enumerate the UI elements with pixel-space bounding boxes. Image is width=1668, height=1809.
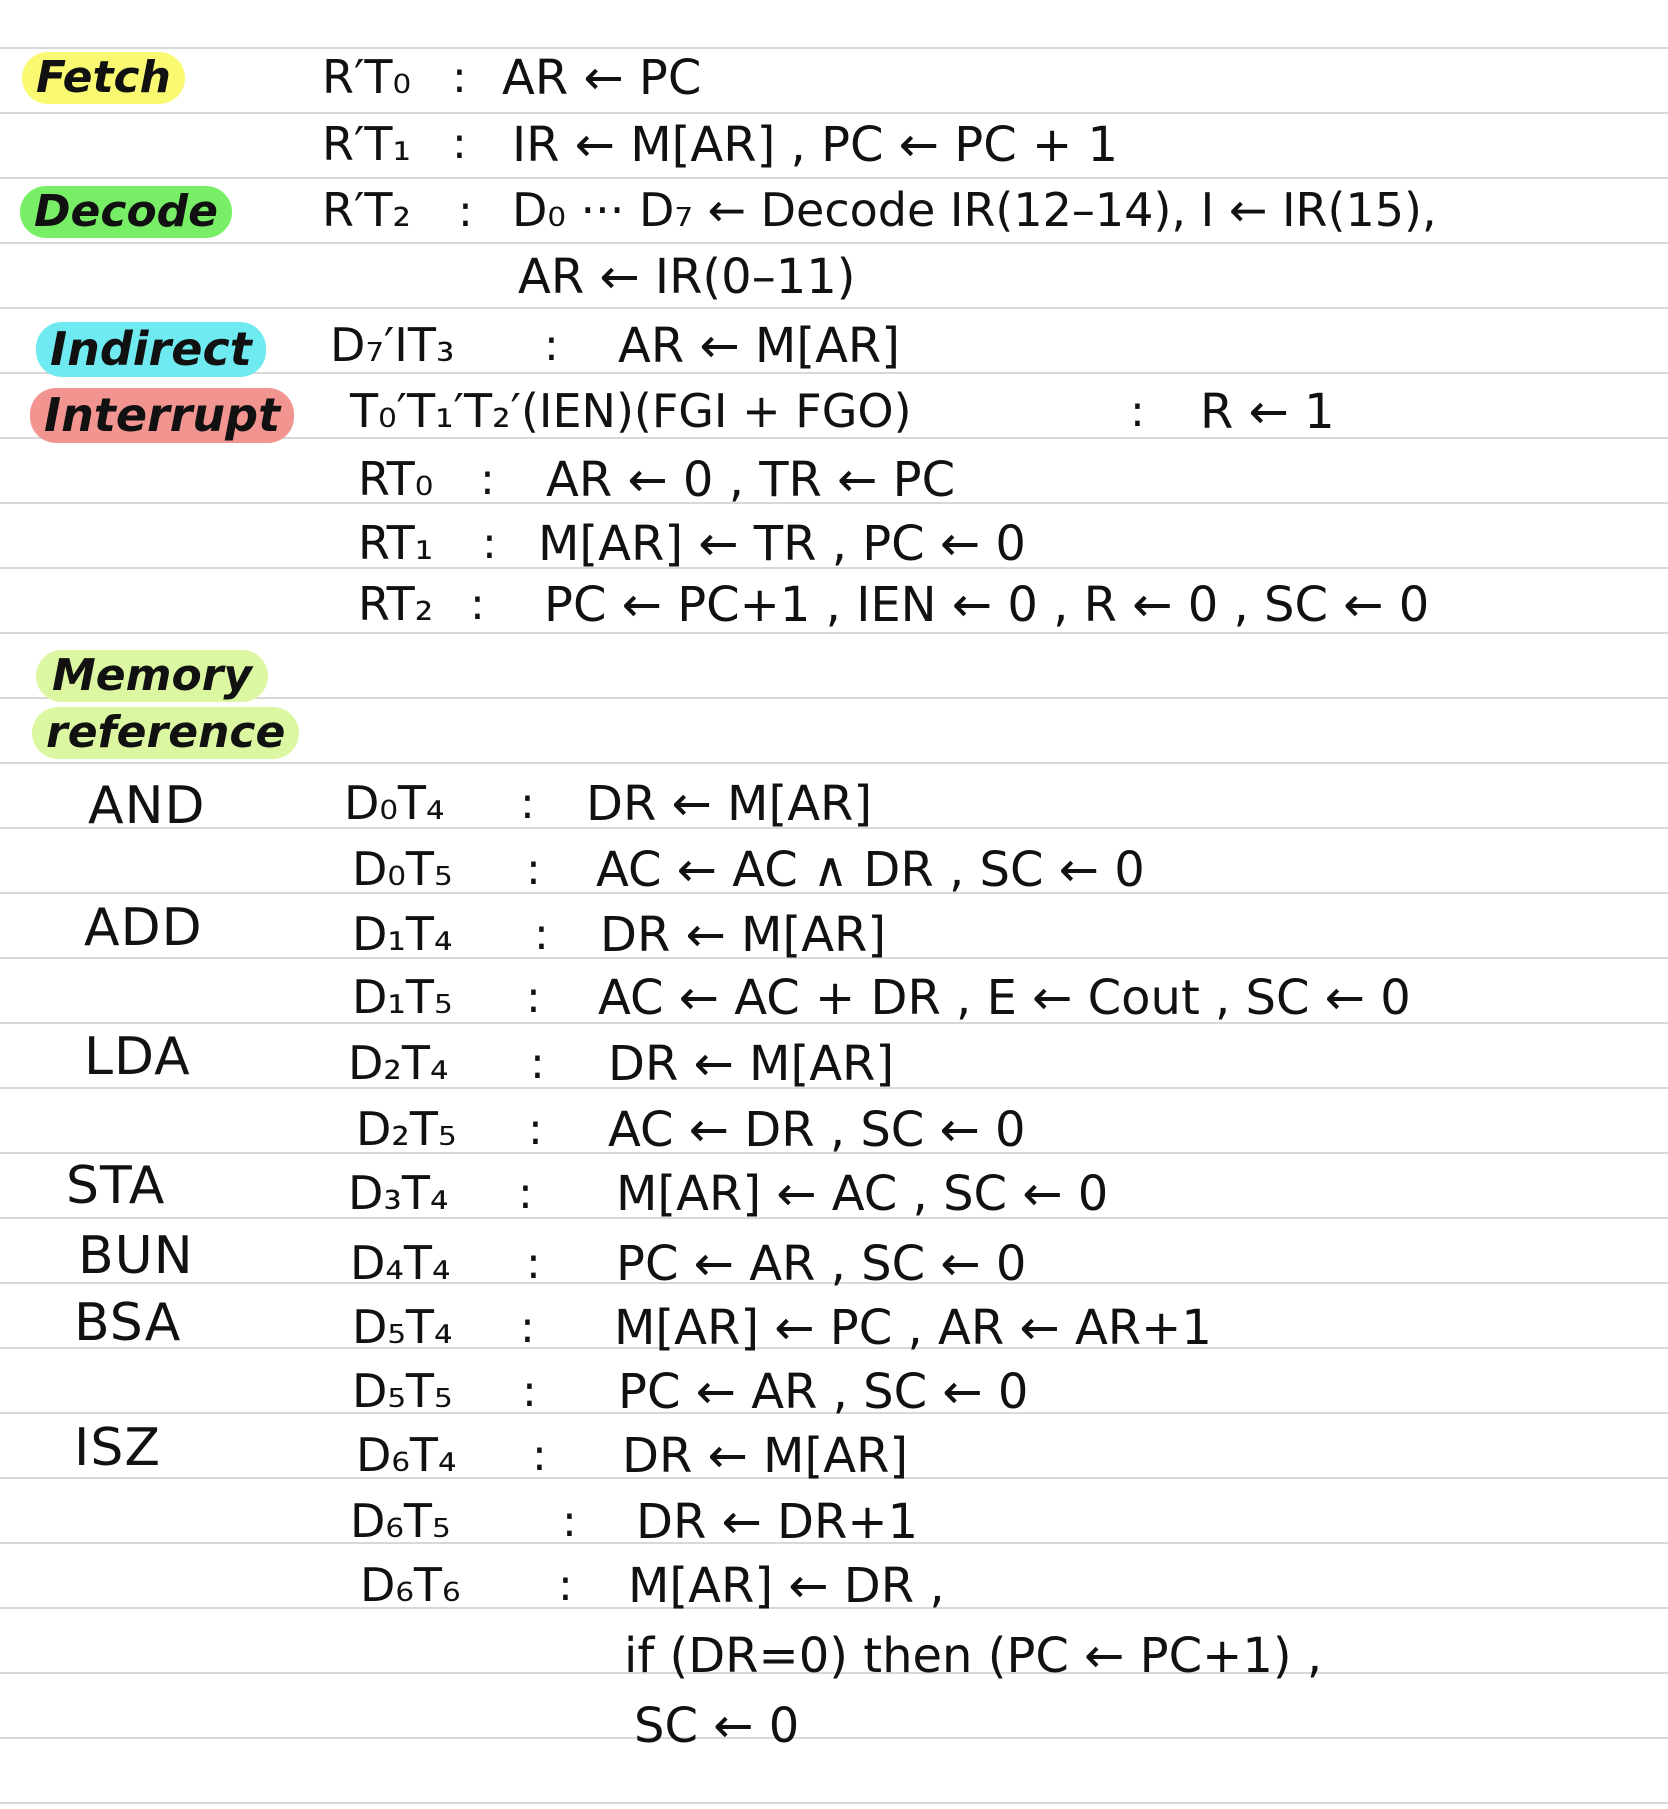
colon: : [470, 579, 485, 630]
colon: : [518, 1168, 533, 1219]
colon: : [520, 1302, 535, 1353]
condition: D₅T₄ [352, 1300, 453, 1354]
colon: : [458, 186, 473, 237]
micro-operation: PC ← AR , SC ← 0 [616, 1236, 1027, 1292]
condition: T₀′T₁′T₂′(IEN)(FGI + FGO) [350, 384, 912, 438]
op-bun: BUN [78, 1226, 194, 1286]
condition: R′T₀ [322, 50, 411, 104]
micro-operation: AR ← 0 , TR ← PC [546, 452, 956, 508]
condition: D₃T₄ [348, 1166, 449, 1220]
condition: D₄T₄ [350, 1236, 451, 1290]
section-label-fetch: Fetch [22, 52, 185, 104]
section-label-decode: Decode [20, 186, 232, 238]
micro-operation: DR ← M[AR] [586, 776, 873, 832]
condition: R′T₁ [322, 117, 411, 171]
section-label-indirect: Indirect [36, 322, 266, 377]
micro-operation: DR ← DR+1 [636, 1494, 919, 1550]
condition: D₆T₅ [350, 1494, 451, 1548]
micro-operation: if (DR=0) then (PC ← PC+1) , [624, 1628, 1323, 1684]
colon: : [526, 972, 541, 1023]
colon: : [522, 1366, 537, 1417]
condition: D₆T₆ [360, 1558, 461, 1612]
condition: D₀T₄ [344, 776, 445, 830]
micro-operation: SC ← 0 [634, 1698, 800, 1754]
section-label-memory: Memory [36, 650, 268, 702]
colon: : [534, 909, 549, 960]
micro-operation: IR ← M[AR] , PC ← PC + 1 [512, 117, 1118, 173]
micro-operation: M[AR] ← PC , AR ← AR+1 [614, 1300, 1212, 1356]
section-label-interrupt: Interrupt [30, 388, 294, 443]
op-and: AND [88, 776, 206, 836]
colon: : [520, 778, 535, 829]
condition: D₆T₄ [356, 1428, 457, 1482]
micro-operation: AC ← AC ∧ DR , SC ← 0 [596, 842, 1145, 898]
micro-operation: PC ← AR , SC ← 0 [618, 1364, 1029, 1420]
condition: D₁T₄ [352, 907, 453, 961]
micro-operation: M[AR] ← AC , SC ← 0 [616, 1166, 1109, 1222]
op-isz: ISZ [74, 1418, 161, 1478]
micro-operation: R ← 1 [1200, 384, 1335, 440]
colon: : [526, 844, 541, 895]
colon: : [532, 1430, 547, 1481]
condition: D₂T₅ [356, 1102, 457, 1156]
micro-operation: DR ← M[AR] [608, 1036, 895, 1092]
micro-operation: M[AR] ← DR , [628, 1558, 945, 1614]
condition: D₅T₅ [352, 1364, 453, 1418]
micro-operation: DR ← M[AR] [622, 1428, 909, 1484]
colon: : [526, 1238, 541, 1289]
condition: RT₂ [358, 577, 434, 631]
micro-operation: PC ← PC+1 , IEN ← 0 , R ← 0 , SC ← 0 [544, 577, 1430, 633]
colon: : [558, 1560, 573, 1611]
micro-operation: AC ← DR , SC ← 0 [608, 1102, 1026, 1158]
colon: : [1130, 386, 1145, 437]
condition: RT₀ [358, 452, 434, 506]
op-add: ADD [84, 898, 203, 958]
condition: D₂T₄ [348, 1036, 449, 1090]
condition: D₇′IT₃ [330, 318, 455, 372]
micro-operation: AR ← M[AR] [618, 318, 900, 374]
colon: : [544, 320, 559, 371]
colon: : [452, 118, 467, 169]
condition: D₁T₅ [352, 970, 453, 1024]
colon: : [528, 1104, 543, 1155]
colon: : [562, 1496, 577, 1547]
micro-operation: AR ← IR(0–11) [518, 249, 856, 305]
micro-operation: M[AR] ← TR , PC ← 0 [538, 516, 1026, 572]
colon: : [482, 518, 497, 569]
op-bsa: BSA [74, 1293, 182, 1353]
micro-operation: D₀ ··· D₇ ← Decode IR(12–14), I ← IR(15), [512, 183, 1437, 237]
condition: R′T₂ [322, 183, 411, 237]
micro-operation: DR ← M[AR] [600, 907, 887, 963]
condition: D₀T₅ [352, 842, 453, 896]
colon: : [452, 52, 467, 103]
op-lda: LDA [84, 1027, 191, 1087]
condition: RT₁ [358, 516, 434, 570]
section-label-reference: reference [32, 707, 299, 759]
colon: : [480, 454, 495, 505]
micro-operation: AC ← AC + DR , E ← Cout , SC ← 0 [598, 970, 1411, 1026]
colon: : [530, 1038, 545, 1089]
micro-operation: AR ← PC [502, 50, 702, 106]
op-sta: STA [66, 1156, 166, 1216]
